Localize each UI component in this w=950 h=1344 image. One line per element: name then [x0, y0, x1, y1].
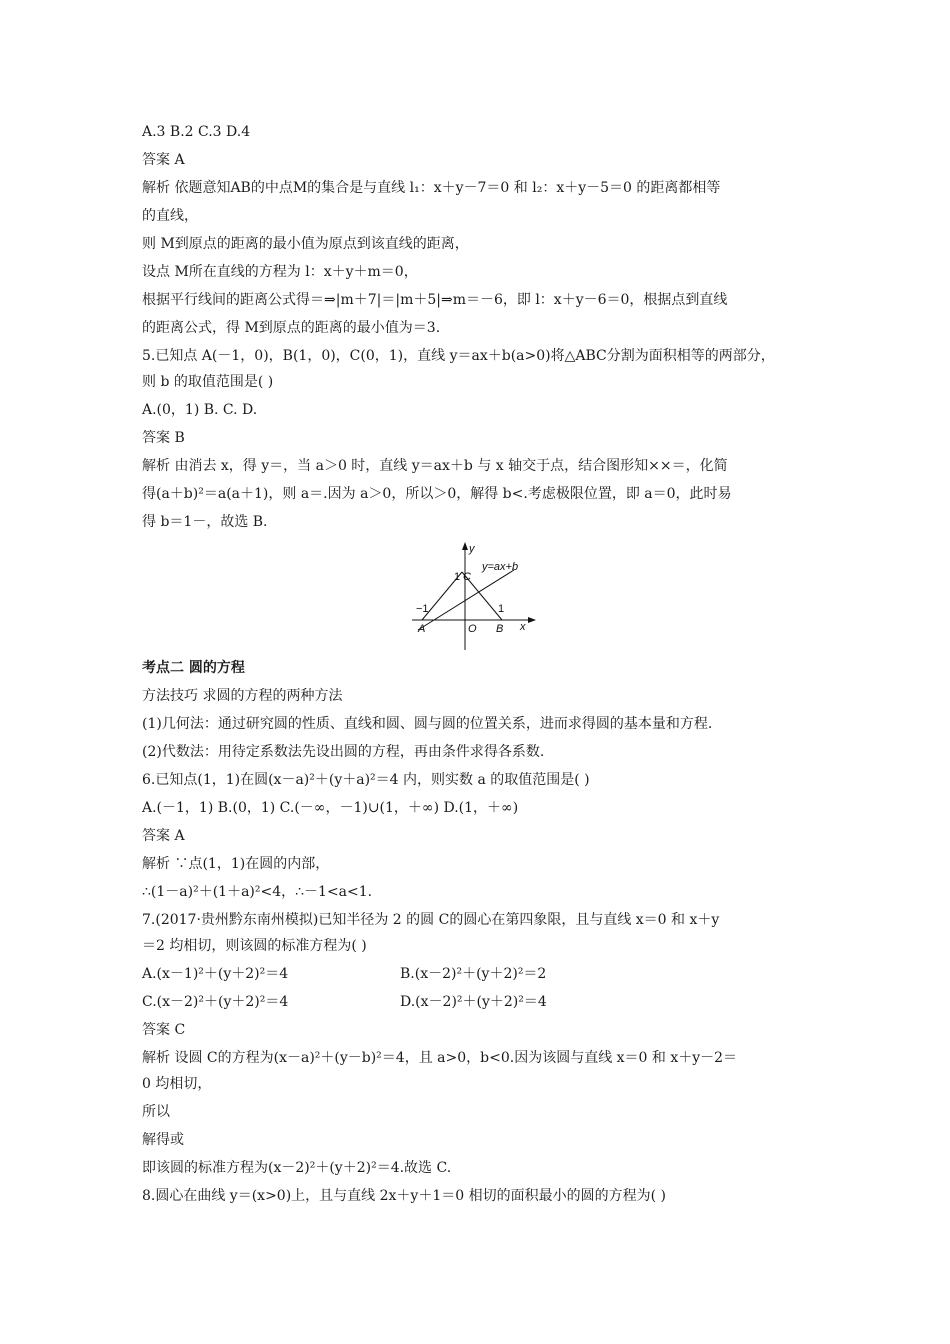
- q4-analysis-line6: 的距离公式，得 M到原点的距离的最小值为＝3.: [142, 320, 441, 336]
- q7-option-b: B.(x－2)²＋(y＋2)²＝2: [400, 966, 547, 982]
- triangle-figure: [410, 540, 540, 652]
- fig-one-y-label: 1: [454, 571, 461, 583]
- q7-option-a: A.(x－1)²＋(y＋2)²＝4: [142, 966, 289, 982]
- q8-stem: 8.圆心在曲线 y＝(x>0)上，且与直线 2x＋y＋1＝0 相切的面积最小的圆的方程为( ): [142, 1188, 666, 1204]
- q7-stem-line1: 7.(2017·贵州黔东南州模拟)已知半径为 2 的圆 C的圆心在第四象限，且与直线 x＝0 和 x＋y: [142, 912, 720, 928]
- fig-origin-label: O: [468, 623, 477, 635]
- q6-options: A.(－1，1) B.(0，1) C.(－∞，－1)∪(1，＋∞) D.(1，＋∞): [142, 800, 519, 816]
- q5-stem-line2: 则 b 的取值范围是( ): [142, 374, 274, 390]
- q5-analysis-line1: 解析 由消去 x，得 y＝，当 a＞0 时，直线 y＝ax＋b 与 x 轴交于点，结合图形知××＝，化简: [142, 458, 728, 474]
- q5-options: A.(0，1) B. C. D.: [142, 402, 258, 418]
- q4-answer: 答案 A: [142, 152, 185, 168]
- method-1: (1)几何法：通过研究圆的性质、直线和圆、圆与圆的位置关系，进而求得圆的基本量和方程.: [142, 716, 713, 732]
- q6-stem: 6.已知点(1，1)在圆(x－a)²＋(y＋a)²＝4 内，则实数 a 的取值范围是( ): [142, 772, 590, 788]
- q4-analysis-line5: 根据平行线间的距离公式得＝⇒|m＋7|＝|m＋5|⇒m＝－6，即 l：x＋y－6＝0，根据点到直线: [142, 292, 728, 308]
- q7-stem-line2: ＝2 均相切，则该圆的标准方程为( ): [142, 938, 367, 954]
- fig-one-x-label: 1: [498, 603, 505, 615]
- q4-analysis-line3: 则 M到原点的距离的最小值为原点到该直线的距离，: [142, 236, 469, 252]
- q7-analysis-line3: 所以: [142, 1104, 170, 1120]
- q6-answer: 答案 A: [142, 828, 185, 844]
- fig-x-axis-label: x: [520, 621, 526, 633]
- q4-analysis-line4: 设点 M所在直线的方程为 l：x＋y＋m＝0，: [142, 264, 418, 280]
- q4-analysis-line2: 的直线，: [142, 208, 198, 224]
- method-2: (2)代数法：用待定系数法先设出圆的方程，再由条件求得各系数.: [142, 744, 545, 760]
- fig-point-a-label: A: [418, 623, 426, 635]
- q7-option-c: C.(x－2)²＋(y＋2)²＝4: [142, 994, 289, 1010]
- q4-options: A.3 B.2 C.3 D.4: [142, 124, 251, 140]
- q5-analysis-line3: 得 b＝1－，故选 B.: [142, 514, 268, 530]
- q5-answer: 答案 B: [142, 430, 185, 446]
- q4-analysis-line1: 解析 依题意知AB的中点M的集合是与直线 l₁：x＋y－7＝0 和 l₂：x＋y－5＝0 的距离都相等: [142, 180, 721, 196]
- q6-analysis-line2: ∴(1－a)²＋(1＋a)²<4，∴－1<a<1.: [142, 884, 373, 900]
- q7-analysis-line2: 0 均相切，: [142, 1076, 212, 1092]
- fig-neg-one-label: −1: [416, 603, 429, 615]
- q7-option-d: D.(x－2)²＋(y＋2)²＝4: [400, 994, 547, 1010]
- q7-answer: 答案 C: [142, 1022, 186, 1038]
- section-heading: 考点二 圆的方程: [142, 660, 245, 676]
- q7-analysis-line5: 即该圆的标准方程为(x－2)²＋(y＋2)²＝4.故选 C.: [142, 1160, 452, 1176]
- q7-analysis-line1: 解析 设圆 C的方程为(x－a)²＋(y－b)²＝4，且 a>0，b<0.因为该圆与直线 x＝0 和 x＋y－2＝: [142, 1050, 738, 1066]
- method-title: 方法技巧 求圆的方程的两种方法: [142, 688, 343, 704]
- fig-point-b-label: B: [496, 623, 504, 635]
- q5-stem-line1: 5.已知点 A(－1，0)，B(1，0)，C(0，1)，直线 y＝ax＋b(a>0)将△ABC分割为面积相等的两部分，: [142, 348, 775, 364]
- fig-y-axis-label: y: [469, 543, 475, 555]
- q5-analysis-line2: 得(a＋b)²＝a(a＋1)，则 a＝.因为 a＞0，所以＞0，解得 b<.考虑极限位置，即 a＝0，此时易: [142, 486, 732, 502]
- fig-point-c-label: C: [463, 571, 471, 583]
- q6-analysis-line1: 解析 ∵点(1，1)在圆的内部，: [142, 856, 330, 872]
- fig-line-label: y=ax+b: [482, 561, 519, 573]
- q7-analysis-line4: 解得或: [142, 1132, 184, 1148]
